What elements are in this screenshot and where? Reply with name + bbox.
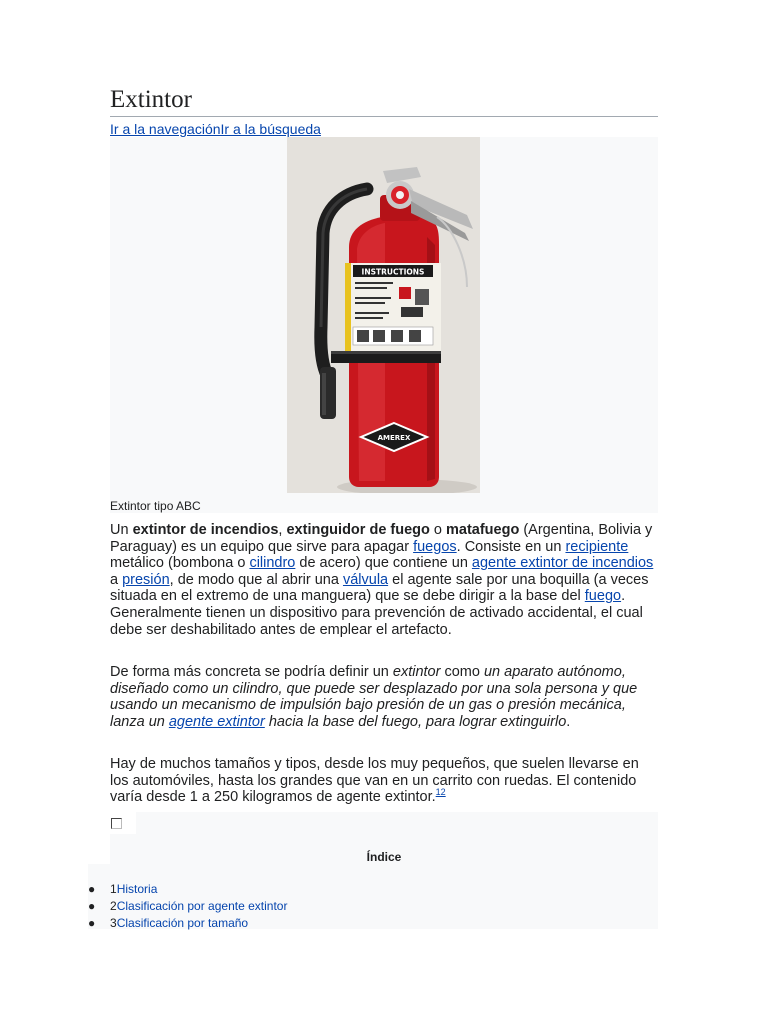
link-cilindro[interactable]: cilindro bbox=[249, 555, 296, 572]
jump-to-search-link[interactable]: Ir a la búsqueda bbox=[220, 121, 321, 137]
intro-paragraph: Un extintor de incendios, extinguidor de fuego o matafuego (Argentina, Bolivia y Paraguay) es un equipo que sirve para apagar fuegos. Consiste en un recipiente metálico (bombona o cilindro de acero) que contiene un agente extintor de incendios a presión, de modo que al abrir una válvula el agente sale por una boquilla (a veces situada en el extremo de una manguera) que se debe dirigir a la base del fuego. Generalmente tienen un dispositivo para prevención de activado accidental, el cual debe ser deshabilitado antes de emplear el artefacto. bbox=[110, 522, 654, 638]
link-agente-extintor[interactable]: agente extintor bbox=[168, 713, 265, 730]
toc-item-tamano bbox=[88, 915, 287, 932]
label-heading: INSTRUCTIONS bbox=[361, 267, 425, 277]
term-extinguidor-de-fuego: extinguidor de fuego bbox=[286, 522, 430, 538]
jump-to-navigation-link[interactable]: Ir a la navegación bbox=[110, 121, 221, 137]
figure-caption: Extintor tipo ABC bbox=[110, 499, 201, 513]
term-extintor-de-incendios: extintor de incendios bbox=[132, 522, 279, 538]
link-recipiente[interactable]: recipiente bbox=[565, 538, 629, 555]
toc-item-number: 2 bbox=[110, 898, 117, 913]
sizes-paragraph: Hay de muchos tamaños y tipos, desde los muy pequeños, que suelen llevarse en los automóviles, hasta los grandes que van en un carrito con ruedas. El contenido varía desde 1 a 250 kilogramos de agente extintor.$^{12}$ bbox=[110, 756, 639, 806]
toc-item-number: 3 bbox=[110, 915, 117, 930]
toc-title: Índice bbox=[366, 850, 402, 864]
toc-item-historia bbox=[88, 881, 287, 898]
link-agente-extintor-de-incendios[interactable]: agente extintor de incendios bbox=[471, 555, 654, 572]
link-presion[interactable]: presión bbox=[122, 571, 170, 588]
link-valvula[interactable]: válvula bbox=[342, 571, 389, 588]
term-matafuego: matafuego bbox=[446, 522, 520, 538]
definition-paragraph: De forma más concreta se podría definir un extintor como un aparato autónomo, diseñado como un cilindro, que puede ser desplazado por una sola persona y que usando un mecanismo de impulsión bajo presión de un gas o presión mecánica, lanza un agente extintor hacia la base del fuego, para lograr extinguirlo. bbox=[110, 664, 638, 730]
toc-link-historia[interactable]: Historia bbox=[116, 882, 158, 896]
fire-extinguisher-illustration bbox=[287, 137, 480, 493]
toc-item-number: 1 bbox=[110, 882, 117, 896]
toc-item-agente bbox=[88, 898, 287, 915]
toc-link-clasificacion-agente[interactable]: Clasificación por agente extintor bbox=[116, 898, 288, 913]
bullet-icon: ● bbox=[88, 915, 96, 930]
toc-toggle[interactable] bbox=[110, 812, 136, 834]
reference-link[interactable]: 12 bbox=[435, 787, 446, 798]
link-fuego[interactable]: fuego bbox=[584, 588, 622, 605]
page-title: Extintor bbox=[110, 84, 658, 117]
toc-list bbox=[88, 881, 287, 931]
brand-name: AMEREX bbox=[377, 434, 411, 442]
toc-toggle-checkbox-icon[interactable] bbox=[111, 818, 122, 829]
fire-extinguisher-image[interactable] bbox=[287, 137, 480, 493]
bullet-icon: ● bbox=[88, 882, 96, 896]
bullet-icon: ● bbox=[88, 898, 96, 913]
toc-link-clasificacion-tamano[interactable]: Clasificación por tamaño bbox=[116, 915, 249, 930]
link-fuegos[interactable]: fuegos bbox=[413, 538, 457, 555]
jump-links bbox=[110, 120, 321, 138]
figure bbox=[110, 137, 658, 513]
